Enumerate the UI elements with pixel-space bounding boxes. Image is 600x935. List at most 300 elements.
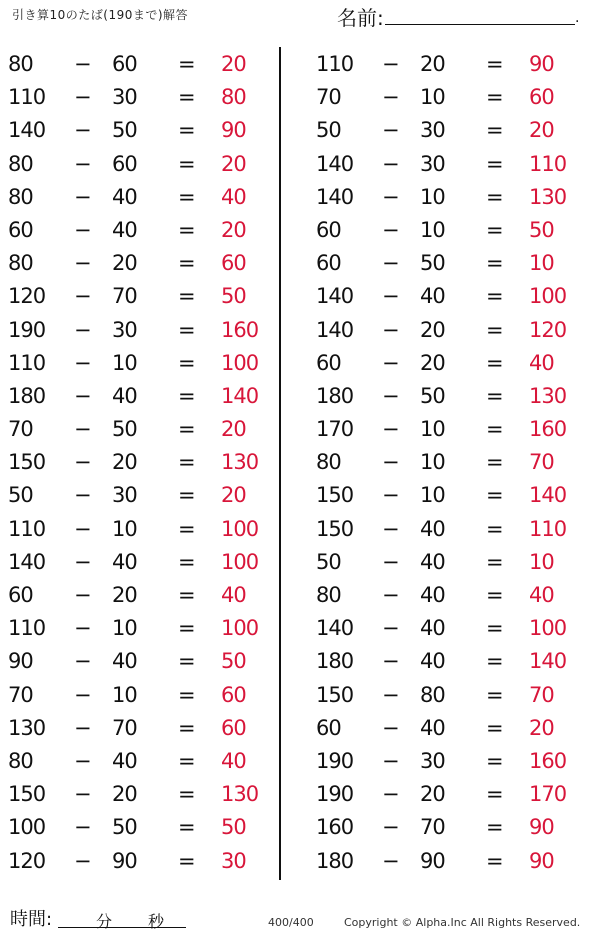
minus-sign: − — [382, 184, 400, 209]
equals-sign: = — [178, 350, 196, 375]
equals-sign: = — [486, 85, 504, 110]
minus-sign: − — [74, 682, 92, 707]
equals-sign: = — [178, 52, 196, 76]
subtrahend: 10 — [420, 85, 445, 110]
problem-row — [316, 714, 586, 747]
problem-row — [8, 249, 278, 282]
subtrahend: 50 — [112, 815, 137, 840]
minuend: 60 — [316, 217, 341, 242]
answer: 70 — [529, 450, 554, 475]
minuend: 50 — [8, 483, 33, 508]
answer: 20 — [529, 715, 554, 740]
subtrahend: 20 — [420, 782, 445, 807]
minus-sign: − — [74, 251, 92, 276]
equals-sign: = — [178, 516, 196, 541]
problem-row — [8, 681, 278, 714]
problem-row — [8, 548, 278, 581]
minuend: 80 — [316, 450, 341, 475]
minuend: 110 — [8, 516, 46, 541]
problem-row — [316, 349, 586, 382]
subtrahend: 20 — [420, 317, 445, 342]
minuend: 140 — [316, 616, 354, 641]
problem-row — [316, 647, 586, 680]
problem-row — [316, 614, 586, 647]
equals-sign: = — [178, 682, 196, 707]
subtrahend: 70 — [112, 284, 137, 309]
subtrahend: 40 — [420, 516, 445, 541]
subtrahend: 30 — [112, 483, 137, 508]
equals-sign: = — [178, 383, 196, 408]
minus-sign: − — [74, 715, 92, 740]
subtrahend: 60 — [112, 151, 137, 176]
minus-sign: − — [382, 217, 400, 242]
answer: 10 — [529, 549, 554, 574]
minus-sign: − — [74, 350, 92, 375]
minuend: 140 — [8, 549, 46, 574]
answer: 110 — [529, 151, 567, 176]
minus-sign: − — [382, 616, 400, 641]
problem-row — [316, 50, 586, 83]
answer: 100 — [221, 616, 259, 641]
seconds-label: 秒 — [148, 912, 165, 931]
answer: 30 — [221, 848, 246, 873]
equals-sign: = — [178, 616, 196, 641]
equals-sign: = — [178, 217, 196, 242]
problem-row — [8, 647, 278, 680]
equals-sign: = — [486, 251, 504, 276]
problem-row — [316, 780, 586, 813]
subtrahend: 40 — [112, 549, 137, 574]
subtrahend: 20 — [420, 52, 445, 76]
minus-sign: − — [382, 284, 400, 309]
problem-row — [8, 382, 278, 415]
minus-sign: − — [74, 217, 92, 242]
problem-row — [8, 216, 278, 249]
minus-sign: − — [382, 350, 400, 375]
equals-sign: = — [178, 151, 196, 176]
minuend: 140 — [316, 284, 354, 309]
subtrahend: 30 — [112, 85, 137, 110]
minus-sign: − — [74, 616, 92, 641]
minuend: 60 — [316, 715, 341, 740]
answer: 40 — [221, 184, 246, 209]
subtrahend: 10 — [420, 417, 445, 442]
problem-row — [316, 216, 586, 249]
answer: 100 — [529, 616, 567, 641]
subtrahend: 10 — [420, 184, 445, 209]
answer: 40 — [529, 350, 554, 375]
problem-row — [316, 150, 586, 183]
minus-sign: − — [74, 52, 92, 76]
minuend: 140 — [316, 151, 354, 176]
subtrahend: 40 — [420, 616, 445, 641]
name-dot: . — [575, 10, 580, 26]
problem-row — [316, 382, 586, 415]
problem-row — [8, 116, 278, 149]
subtrahend: 90 — [420, 848, 445, 873]
minuend: 180 — [316, 649, 354, 674]
equals-sign: = — [486, 516, 504, 541]
problem-row — [8, 481, 278, 514]
problem-row — [316, 481, 586, 514]
answer: 100 — [221, 516, 259, 541]
equals-sign: = — [178, 450, 196, 475]
equals-sign: = — [178, 715, 196, 740]
minuend: 190 — [316, 782, 354, 807]
answer: 10 — [529, 251, 554, 276]
answer: 160 — [529, 748, 567, 773]
answer: 20 — [221, 151, 246, 176]
right-problem-column — [316, 50, 586, 880]
subtrahend: 10 — [420, 217, 445, 242]
minus-sign: − — [382, 251, 400, 276]
subtrahend: 90 — [112, 848, 137, 873]
problem-row — [316, 813, 586, 846]
answer: 100 — [529, 284, 567, 309]
minus-sign: − — [74, 848, 92, 873]
problem-row — [8, 282, 278, 315]
minus-sign: − — [382, 682, 400, 707]
equals-sign: = — [178, 583, 196, 607]
problem-row — [316, 282, 586, 315]
equals-sign: = — [486, 417, 504, 442]
minuend: 190 — [8, 317, 46, 342]
answer: 140 — [221, 383, 259, 408]
equals-sign: = — [486, 782, 504, 807]
minus-sign: − — [74, 317, 92, 342]
problem-row — [316, 415, 586, 448]
minus-sign: − — [382, 549, 400, 574]
equals-sign: = — [178, 251, 196, 276]
problem-row — [8, 448, 278, 481]
problem-row — [316, 548, 586, 581]
answer: 80 — [221, 85, 246, 110]
minuend: 60 — [316, 251, 341, 276]
answer: 130 — [221, 782, 259, 807]
answer: 60 — [221, 682, 246, 707]
subtrahend: 40 — [112, 184, 137, 209]
minus-sign: − — [382, 583, 400, 607]
left-problem-column — [8, 50, 278, 880]
answer: 40 — [529, 583, 554, 607]
minuend: 50 — [316, 118, 341, 143]
answer: 50 — [221, 649, 246, 674]
equals-sign: = — [486, 649, 504, 674]
answer: 50 — [221, 284, 246, 309]
minus-sign: − — [382, 483, 400, 508]
minus-sign: − — [74, 450, 92, 475]
minuend: 70 — [8, 682, 33, 707]
equals-sign: = — [486, 616, 504, 641]
answer: 20 — [529, 118, 554, 143]
minuend: 140 — [316, 184, 354, 209]
answer: 90 — [529, 815, 554, 840]
equals-sign: = — [486, 317, 504, 342]
minuend: 110 — [8, 350, 46, 375]
answer: 40 — [221, 583, 246, 607]
minuend: 120 — [8, 848, 46, 873]
equals-sign: = — [486, 383, 504, 408]
minus-sign: − — [74, 748, 92, 773]
minus-sign: − — [74, 583, 92, 607]
subtrahend: 10 — [112, 616, 137, 641]
minus-sign: − — [382, 516, 400, 541]
minuend: 70 — [316, 85, 341, 110]
subtrahend: 40 — [112, 383, 137, 408]
minuend: 150 — [8, 450, 46, 475]
answer: 140 — [529, 483, 567, 508]
equals-sign: = — [486, 483, 504, 508]
subtrahend: 30 — [112, 317, 137, 342]
minuend: 80 — [8, 151, 33, 176]
subtrahend: 50 — [112, 118, 137, 143]
subtrahend: 40 — [420, 284, 445, 309]
answer: 40 — [221, 748, 246, 773]
minuend: 100 — [8, 815, 46, 840]
answer: 90 — [529, 848, 554, 873]
equals-sign: = — [486, 151, 504, 176]
minuend: 80 — [8, 251, 33, 276]
subtrahend: 10 — [420, 450, 445, 475]
minus-sign: − — [74, 85, 92, 110]
minutes-label: 分 — [96, 912, 113, 931]
minuend: 60 — [316, 350, 341, 375]
minus-sign: − — [382, 715, 400, 740]
answer: 100 — [221, 549, 259, 574]
minuend: 90 — [8, 649, 33, 674]
equals-sign: = — [486, 217, 504, 242]
problem-row — [316, 83, 586, 116]
minus-sign: − — [382, 151, 400, 176]
time-field-line — [58, 927, 186, 928]
answer: 60 — [221, 715, 246, 740]
minus-sign: − — [382, 52, 400, 76]
minus-sign: − — [382, 317, 400, 342]
minuend: 120 — [8, 284, 46, 309]
minus-sign: − — [382, 815, 400, 840]
problem-row — [316, 116, 586, 149]
problem-row — [8, 316, 278, 349]
equals-sign: = — [486, 118, 504, 143]
minus-sign: − — [382, 649, 400, 674]
subtrahend: 40 — [420, 583, 445, 607]
answer: 20 — [221, 52, 246, 76]
answer: 160 — [221, 317, 259, 342]
equals-sign: = — [486, 350, 504, 375]
problem-row — [8, 150, 278, 183]
minus-sign: − — [74, 383, 92, 408]
answer: 50 — [221, 815, 246, 840]
equals-sign: = — [486, 848, 504, 873]
equals-sign: = — [178, 748, 196, 773]
equals-sign: = — [486, 450, 504, 475]
minus-sign: − — [382, 85, 400, 110]
equals-sign: = — [178, 85, 196, 110]
minus-sign: − — [74, 782, 92, 807]
equals-sign: = — [178, 848, 196, 873]
subtrahend: 30 — [420, 748, 445, 773]
equals-sign: = — [178, 118, 196, 143]
minuend: 150 — [316, 682, 354, 707]
subtrahend: 40 — [112, 217, 137, 242]
minuend: 150 — [316, 483, 354, 508]
answer: 60 — [529, 85, 554, 110]
subtrahend: 80 — [420, 682, 445, 707]
answer: 130 — [221, 450, 259, 475]
problem-row — [8, 847, 278, 880]
minuend: 60 — [8, 583, 33, 607]
problem-row — [316, 747, 586, 780]
equals-sign: = — [178, 649, 196, 674]
minus-sign: − — [74, 184, 92, 209]
minuend: 80 — [316, 583, 341, 607]
minus-sign: − — [74, 483, 92, 508]
problem-row — [8, 581, 278, 614]
problem-row — [8, 714, 278, 747]
subtrahend: 40 — [112, 748, 137, 773]
minuend: 130 — [8, 715, 46, 740]
minus-sign: − — [74, 118, 92, 143]
answer: 170 — [529, 782, 567, 807]
answer: 70 — [529, 682, 554, 707]
minuend: 180 — [316, 848, 354, 873]
answer: 120 — [529, 317, 567, 342]
answer: 130 — [529, 383, 567, 408]
subtrahend: 20 — [420, 350, 445, 375]
subtrahend: 10 — [112, 516, 137, 541]
minus-sign: − — [74, 549, 92, 574]
answer: 90 — [529, 52, 554, 76]
minus-sign: − — [382, 450, 400, 475]
minus-sign: − — [382, 118, 400, 143]
answer: 100 — [221, 350, 259, 375]
minus-sign: − — [382, 417, 400, 442]
minus-sign: − — [382, 848, 400, 873]
equals-sign: = — [178, 549, 196, 574]
equals-sign: = — [486, 583, 504, 607]
subtrahend: 20 — [112, 450, 137, 475]
minus-sign: − — [74, 649, 92, 674]
name-field-line — [385, 24, 575, 25]
answer: 130 — [529, 184, 567, 209]
minus-sign: − — [74, 284, 92, 309]
minus-sign: − — [74, 417, 92, 442]
subtrahend: 40 — [420, 549, 445, 574]
answer: 20 — [221, 417, 246, 442]
problem-row — [316, 847, 586, 880]
minuend: 170 — [316, 417, 354, 442]
subtrahend: 20 — [112, 251, 137, 276]
minuend: 50 — [316, 549, 341, 574]
minus-sign: − — [382, 782, 400, 807]
minuend: 80 — [8, 52, 33, 76]
subtrahend: 30 — [420, 151, 445, 176]
equals-sign: = — [486, 284, 504, 309]
subtrahend: 70 — [112, 715, 137, 740]
minus-sign: − — [382, 748, 400, 773]
problem-row — [8, 515, 278, 548]
problem-row — [8, 747, 278, 780]
subtrahend: 50 — [420, 383, 445, 408]
problem-row — [8, 83, 278, 116]
subtrahend: 50 — [420, 251, 445, 276]
equals-sign: = — [178, 284, 196, 309]
problem-row — [8, 183, 278, 216]
answer: 160 — [529, 417, 567, 442]
minuend: 140 — [316, 317, 354, 342]
subtrahend: 20 — [112, 782, 137, 807]
subtrahend: 10 — [112, 682, 137, 707]
problem-row — [8, 614, 278, 647]
problem-row — [8, 415, 278, 448]
problem-row — [8, 50, 278, 83]
equals-sign: = — [178, 782, 196, 807]
worksheet-title: 引き算10のたば(190まで)解答 — [12, 8, 189, 22]
copyright-text: Copyright © Alpha.Inc All Rights Reserved. — [344, 916, 581, 929]
answer: 110 — [529, 516, 567, 541]
problem-row — [316, 448, 586, 481]
subtrahend: 40 — [112, 649, 137, 674]
problem-row — [8, 780, 278, 813]
minuend: 110 — [8, 616, 46, 641]
minuend: 70 — [8, 417, 33, 442]
time-label: 時間: — [10, 909, 53, 930]
minus-sign: − — [74, 516, 92, 541]
problem-row — [316, 249, 586, 282]
problem-row — [316, 316, 586, 349]
equals-sign: = — [486, 682, 504, 707]
equals-sign: = — [178, 815, 196, 840]
subtrahend: 40 — [420, 715, 445, 740]
problem-row — [316, 681, 586, 714]
page-number: 400/400 — [268, 916, 314, 929]
problem-row — [316, 183, 586, 216]
minuend: 80 — [8, 748, 33, 773]
subtrahend: 70 — [420, 815, 445, 840]
answer: 140 — [529, 649, 567, 674]
minuend: 150 — [8, 782, 46, 807]
minuend: 110 — [8, 85, 46, 110]
answer: 20 — [221, 217, 246, 242]
minuend: 160 — [316, 815, 354, 840]
minuend: 140 — [8, 118, 46, 143]
minus-sign: − — [74, 151, 92, 176]
equals-sign: = — [486, 52, 504, 76]
minuend: 190 — [316, 748, 354, 773]
equals-sign: = — [486, 748, 504, 773]
minuend: 110 — [316, 52, 354, 76]
answer: 50 — [529, 217, 554, 242]
problem-row — [316, 515, 586, 548]
subtrahend: 60 — [112, 52, 137, 76]
minuend: 180 — [316, 383, 354, 408]
equals-sign: = — [486, 815, 504, 840]
minuend: 150 — [316, 516, 354, 541]
answer: 60 — [221, 251, 246, 276]
problem-row — [8, 813, 278, 846]
answer: 20 — [221, 483, 246, 508]
subtrahend: 10 — [112, 350, 137, 375]
equals-sign: = — [486, 549, 504, 574]
minus-sign: − — [382, 383, 400, 408]
subtrahend: 30 — [420, 118, 445, 143]
equals-sign: = — [178, 317, 196, 342]
problem-row — [316, 581, 586, 614]
minus-sign: − — [74, 815, 92, 840]
equals-sign: = — [178, 184, 196, 209]
equals-sign: = — [178, 417, 196, 442]
subtrahend: 20 — [112, 583, 137, 607]
